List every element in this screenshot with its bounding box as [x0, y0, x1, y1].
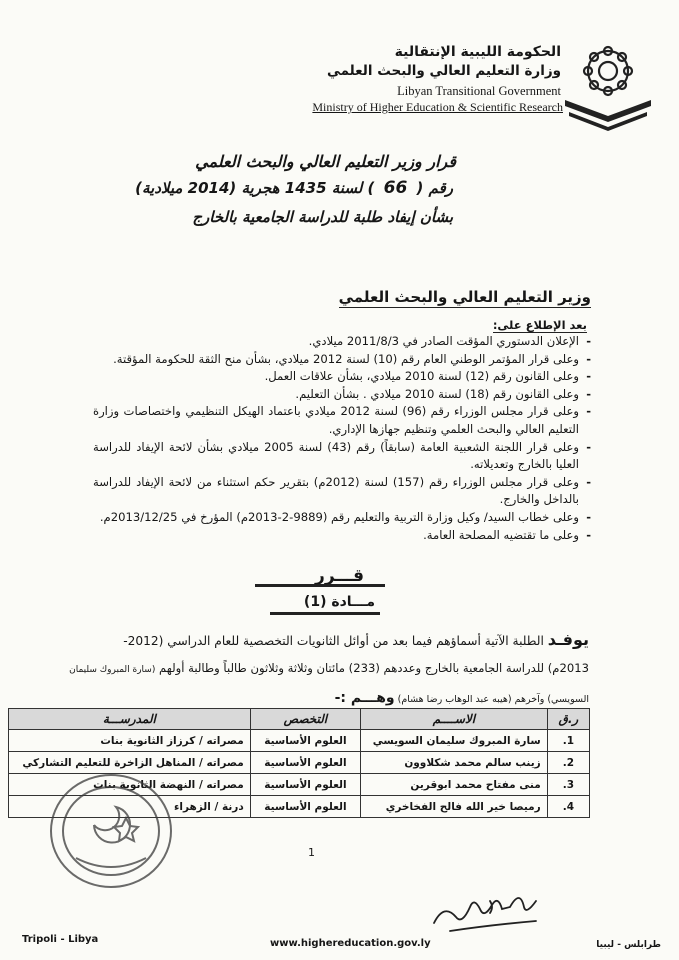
cell-school: مصراته / النهضة الثانوية بنات	[9, 774, 251, 796]
last-student-name: (هيبه عبد الوهاب رضا هشام)	[397, 694, 512, 705]
review-title: بعد الإطلاع على:	[492, 318, 587, 332]
ministry-name-en: Ministry of Higher Education & Scientific Research	[312, 100, 563, 114]
cell-name: رميصا خير الله فالح الفخاخري	[361, 796, 548, 818]
cell-number: 2.	[547, 752, 589, 774]
col-header-name: الاســــم	[361, 709, 548, 730]
page-number: 1	[308, 846, 315, 859]
article-verb: يوفـد	[547, 630, 589, 649]
cell-school: درنة / الزهراء	[9, 796, 251, 818]
cell-specialty: العلوم الأساسية	[250, 730, 360, 752]
decree-subject: بشأن إيفاد طلبة للدراسة الجامعية بالخارج	[192, 208, 453, 226]
cell-name: منى مفتاح محمد ابوقرين	[361, 774, 548, 796]
article-paragraph-line2	[69, 656, 589, 682]
clause-item: - وعلى القانون رقم (18) لسنة 2010 ميلادي . بشأن التعليم.	[93, 386, 593, 404]
footer-city-en: Tripoli - Libya	[22, 934, 99, 945]
cell-school: مصراته / المناهل الزاخرة للتعليم التشاركي	[9, 752, 251, 774]
article-heading: مـــادة (1)	[303, 594, 376, 610]
decided-heading: قـــرر	[315, 566, 364, 586]
article-paragraph-line1	[89, 628, 589, 653]
article-text-2: 2013م) للدراسة الجامعية بالخارج وعددهم (233) مائتان وثلاثة وثلاثون طالباً وطالبة أولهم	[159, 661, 589, 675]
government-name-ar: الحكومة الليبية الإنتقالية	[394, 44, 561, 60]
first-student-name: (سارة المبروك سليمان	[69, 665, 156, 675]
clause-item: - وعلى ما تقتضيه المصلحة العامة.	[93, 527, 593, 545]
clause-item: - وعلى القانون رقم (12) لسنة 2010 ميلادي، بشأن علاقات العمل.	[93, 368, 593, 386]
decree-number-suffix: ) لسنة 1435 هجرية (2014 ميلادية)	[135, 179, 375, 197]
cell-name: زينب سالم محمد شكلاوون	[361, 752, 548, 774]
footer-city-ar: طرابلس - ليبيا	[596, 940, 661, 950]
article-text-3: السويسي) وآخرهم	[514, 694, 589, 705]
minister-heading: وزير التعليم العالي والبحث العلمي	[338, 288, 591, 306]
ministry-name-ar: وزارة التعليم العالي والبحث العلمي	[326, 63, 561, 79]
cell-school: مصراته / كرزاز الثانوية بنات	[9, 730, 251, 752]
clause-item: - وعلى قرار مجلس الوزراء رقم (157) لسنة (2012م) بتقرير حكم استثناء من لائحة الإيفاد للدراسة بالداخل والخارج.	[93, 474, 593, 509]
cell-specialty: العلوم الأساسية	[250, 752, 360, 774]
clause-item: - الإعلان الدستوري المؤقت الصادر في 2011/8/3 ميلادي.	[93, 333, 593, 351]
ministry-emblem-icon	[563, 38, 653, 138]
cell-specialty: العلوم الأساسية	[250, 774, 360, 796]
decree-number-line	[135, 178, 453, 198]
decree-number-prefix: رقم (	[416, 179, 453, 197]
col-header-school: المدرســـة	[9, 709, 251, 730]
clause-item: - وعلى خطاب السيد/ وكيل وزارة التربية والتعليم رقم (9889-2-2013م) المؤرخ في 2013/12/25م.	[93, 509, 593, 527]
signature-icon	[430, 893, 548, 939]
decided-underline	[255, 584, 385, 587]
cell-number: 4.	[547, 796, 589, 818]
decree-number: 66	[383, 178, 408, 198]
government-name-en: Libyan Transitional Government	[397, 84, 561, 98]
official-stamp-icon	[46, 770, 176, 892]
decree-title: قرار وزير التعليم العالي والبحث العلمي	[195, 152, 456, 171]
clause-item: - وعلى قرار مجلس الوزراء رقم (96) لسنة 2012 ميلادي باعتماد الهيكل التنظيمي واختصاصات وزارة التعليم العالي والبحث العلمي وتنظيم جهازها الإداري.	[93, 403, 593, 438]
cell-number: 1.	[547, 730, 589, 752]
preamble-clauses	[93, 333, 593, 544]
table-header-row	[9, 709, 590, 730]
cell-name: سارة المبروك سليمان السويسي	[361, 730, 548, 752]
article-underline	[270, 612, 380, 615]
col-header-number: ر.ق	[547, 709, 589, 730]
article-text-list-intro: وهـــم :-	[334, 690, 395, 706]
footer-website: www.highereducation.gov.ly	[270, 938, 431, 949]
col-header-specialty: التخصص	[250, 709, 360, 730]
cell-number: 3.	[547, 774, 589, 796]
cell-specialty: العلوم الأساسية	[250, 796, 360, 818]
clause-item: - وعلى قرار المؤتمر الوطني العام رقم (10) لسنة 2012 ميلادي، بشأن منح الثقة للحكومة المؤقتة.	[93, 351, 593, 369]
article-text-1: الطلبة الآتية أسماؤهم فيما بعد من أوائل الثانويات التخصصية للعام الدراسي (2012-	[123, 634, 544, 648]
table-row	[9, 730, 590, 752]
clause-item: - وعلى قرار اللجنة الشعبية العامة (سابقاً) رقم (43) لسنة 2005 ميلادي بشأن لائحة الإيفاد للدراسة العليا بالخارج وتعديلاته.	[93, 439, 593, 474]
